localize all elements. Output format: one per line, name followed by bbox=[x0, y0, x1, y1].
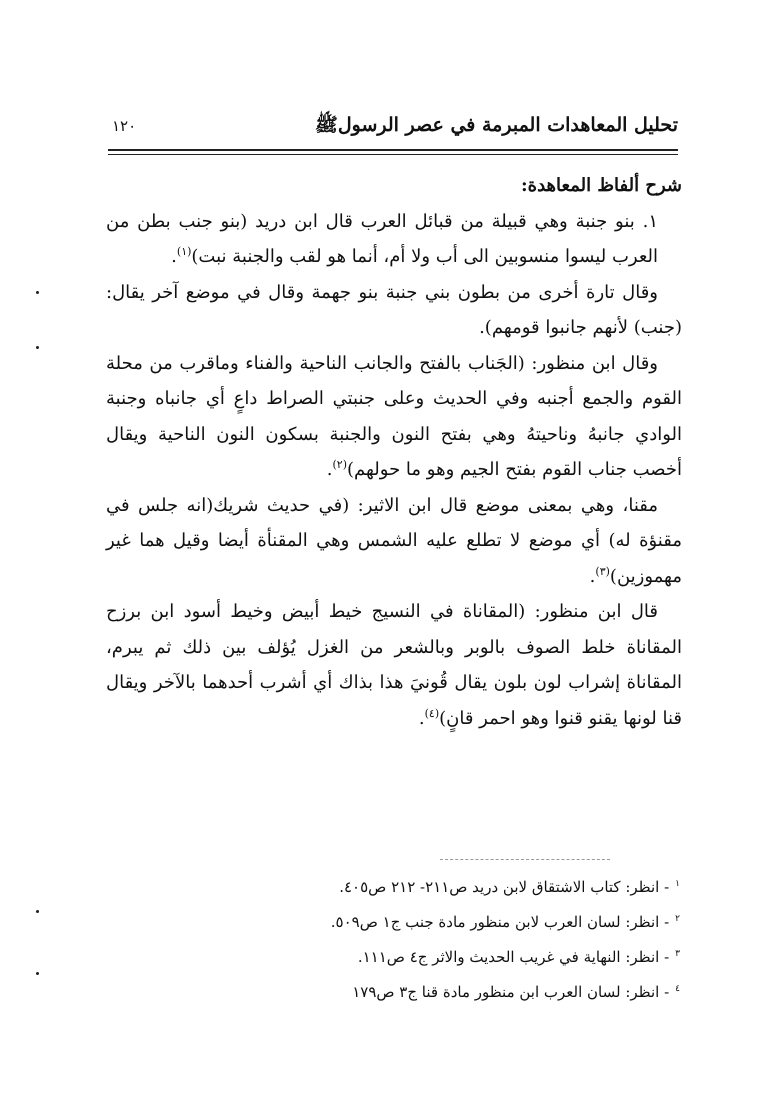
footnote-text: - انظر: لسان العرب ابن منظور مادة قنا ج٣ ص١٧٩ bbox=[352, 983, 670, 1001]
header-rule-bottom bbox=[108, 154, 678, 155]
scan-speck bbox=[36, 346, 39, 349]
paragraph-text: قال ابن منظور: (المقاناة في النسيج خيط أبيض وخيط أسود ابن برزح المقاناة خلط الصوف بالوبر وبالشعر من الغزل يُؤلف بين ذلك ثم يبرم، المقاناة إشراب لون بلون يقال قُونيَ هذا بذاك أي أشرب أحدهما بالآخر ويقال قنا لونها يقنو قنوا وهو احمر قانٍ) bbox=[106, 601, 682, 729]
footnote-text: - انظر: النهاية في غريب الحديث والاثر ج٤ ص١١١. bbox=[357, 948, 670, 966]
page-title: تحليل المعاهدات المبرمة في عصر الرسولﷺ bbox=[314, 114, 678, 136]
footnote-ref: (٢) bbox=[332, 458, 347, 471]
footnote-number: ٢ bbox=[675, 914, 680, 924]
footnote-number: ٣ bbox=[675, 949, 680, 959]
paragraph-1: ١. بنو جنبة وهي قبيلة من قبائل العرب قال ابن دريد (بنو جنب بطن من العرب ليسوا منسوبين الى أب ولا أم، أنما هو لقب والجنبة نبت)$^{(١)}$. bbox=[106, 210, 658, 267]
footnote-1 bbox=[150, 868, 680, 903]
footnote-2 bbox=[150, 903, 680, 938]
paragraph-text: وقال ابن منظور: (الجَناب بالفتح والجانب الناحية والفناء وماقرب من محلة القوم والجمع أجنبه وفي الحديث وعلى جنبتي الصراط داعٍ أي جانباه وجنبة الوادي جانبهُ وناحيتهُ وهي بفتح النون والجنبة بسكون النون الناحية ويقال أخصب جناب القوم بفتح الجيم وهو ما حولهم) bbox=[106, 352, 682, 480]
scan-speck bbox=[36, 291, 39, 294]
footnote-number: ٤ bbox=[675, 984, 680, 994]
header-rule-top bbox=[108, 149, 678, 151]
paragraph-5: قال ابن منظور: (المقاناة في النسيج خيط أبيض وخيط أسود ابن برزح المقاناة خلط الصوف بالوبر وبالشعر من الغزل يُؤلف بين ذلك ثم يبرم، المقاناة إشراب لون بلون يقال قُونيَ هذا بذاك أي أشرب أحدهما بالآخر ويقال قنا لونها يقنو قنوا وهو احمر قانٍ)$^{(٤)}$. bbox=[106, 601, 682, 729]
paragraph-text: مقنا، وهي بمعنى موضع قال ابن الاثير: (في حديث شريك(انه جلس في مقنؤة له) أي موضع لا تطلع عليه الشمس وهي المقنأة أيضا وقيل هما غير مهموزين) bbox=[106, 494, 682, 587]
footnote-text: - انظر: لسان العرب لابن منظور مادة جنب ج١ ص٥٠٩. bbox=[330, 913, 670, 931]
page-header bbox=[106, 113, 678, 143]
scan-speck bbox=[36, 972, 39, 975]
paragraph-text: وقال تارة أخرى من بطون بني جنبة بنو جهمة وقال في موضع آخر يقال: (جنب) لأنهم جانبوا قومهم). bbox=[106, 281, 682, 338]
footnotes bbox=[150, 868, 680, 1008]
footnote-text: - انظر: كتاب الاشتقاق لابن دريد ص٢١١- ٢١٢ ص٤٠٥. bbox=[339, 878, 670, 896]
paragraph-3: وقال ابن منظور: (الجَناب بالفتح والجانب الناحية والفناء وماقرب من محلة القوم والجمع أجنبه وفي الحديث وعلى جنبتي الصراط داعٍ أي جانباه وجنبة الوادي جانبهُ وناحيتهُ وهي بفتح النون والجنبة بسكون النون الناحية ويقال أخصب جناب القوم بفتح الجيم وهو ما حولهم)$^{(٢)}$. bbox=[106, 352, 682, 480]
page-number: ١٢٠ bbox=[112, 117, 137, 135]
section-heading: شرح ألفاظ المعاهدة: bbox=[521, 175, 682, 196]
footnote-number: ١ bbox=[675, 879, 680, 889]
footnote-ref: (١) bbox=[176, 245, 192, 258]
footnote-4 bbox=[150, 973, 680, 1008]
body-text bbox=[106, 168, 682, 736]
paragraph-2 bbox=[106, 275, 682, 346]
paragraph-4: مقنا، وهي بمعنى موضع قال ابن الاثير: (في حديث شريك(انه جلس في مقنؤة له) أي موضع لا تطلع عليه الشمس وهي المقنأة أيضا وقيل هما غير مهموزين)$^{(٣)}$. bbox=[106, 494, 682, 587]
scan-speck bbox=[36, 910, 39, 913]
footnote-3 bbox=[150, 938, 680, 973]
paragraph-text: ١. بنو جنبة وهي قبيلة من قبائل العرب قال ابن دريد (بنو جنب بطن من العرب ليسوا منسوبين الى أب ولا أم، أنما هو لقب والجنبة نبت) bbox=[106, 210, 658, 267]
footnote-ref: (٤) bbox=[424, 706, 440, 720]
footnote-separator bbox=[440, 859, 610, 860]
footnote-ref: (٣) bbox=[595, 564, 610, 578]
